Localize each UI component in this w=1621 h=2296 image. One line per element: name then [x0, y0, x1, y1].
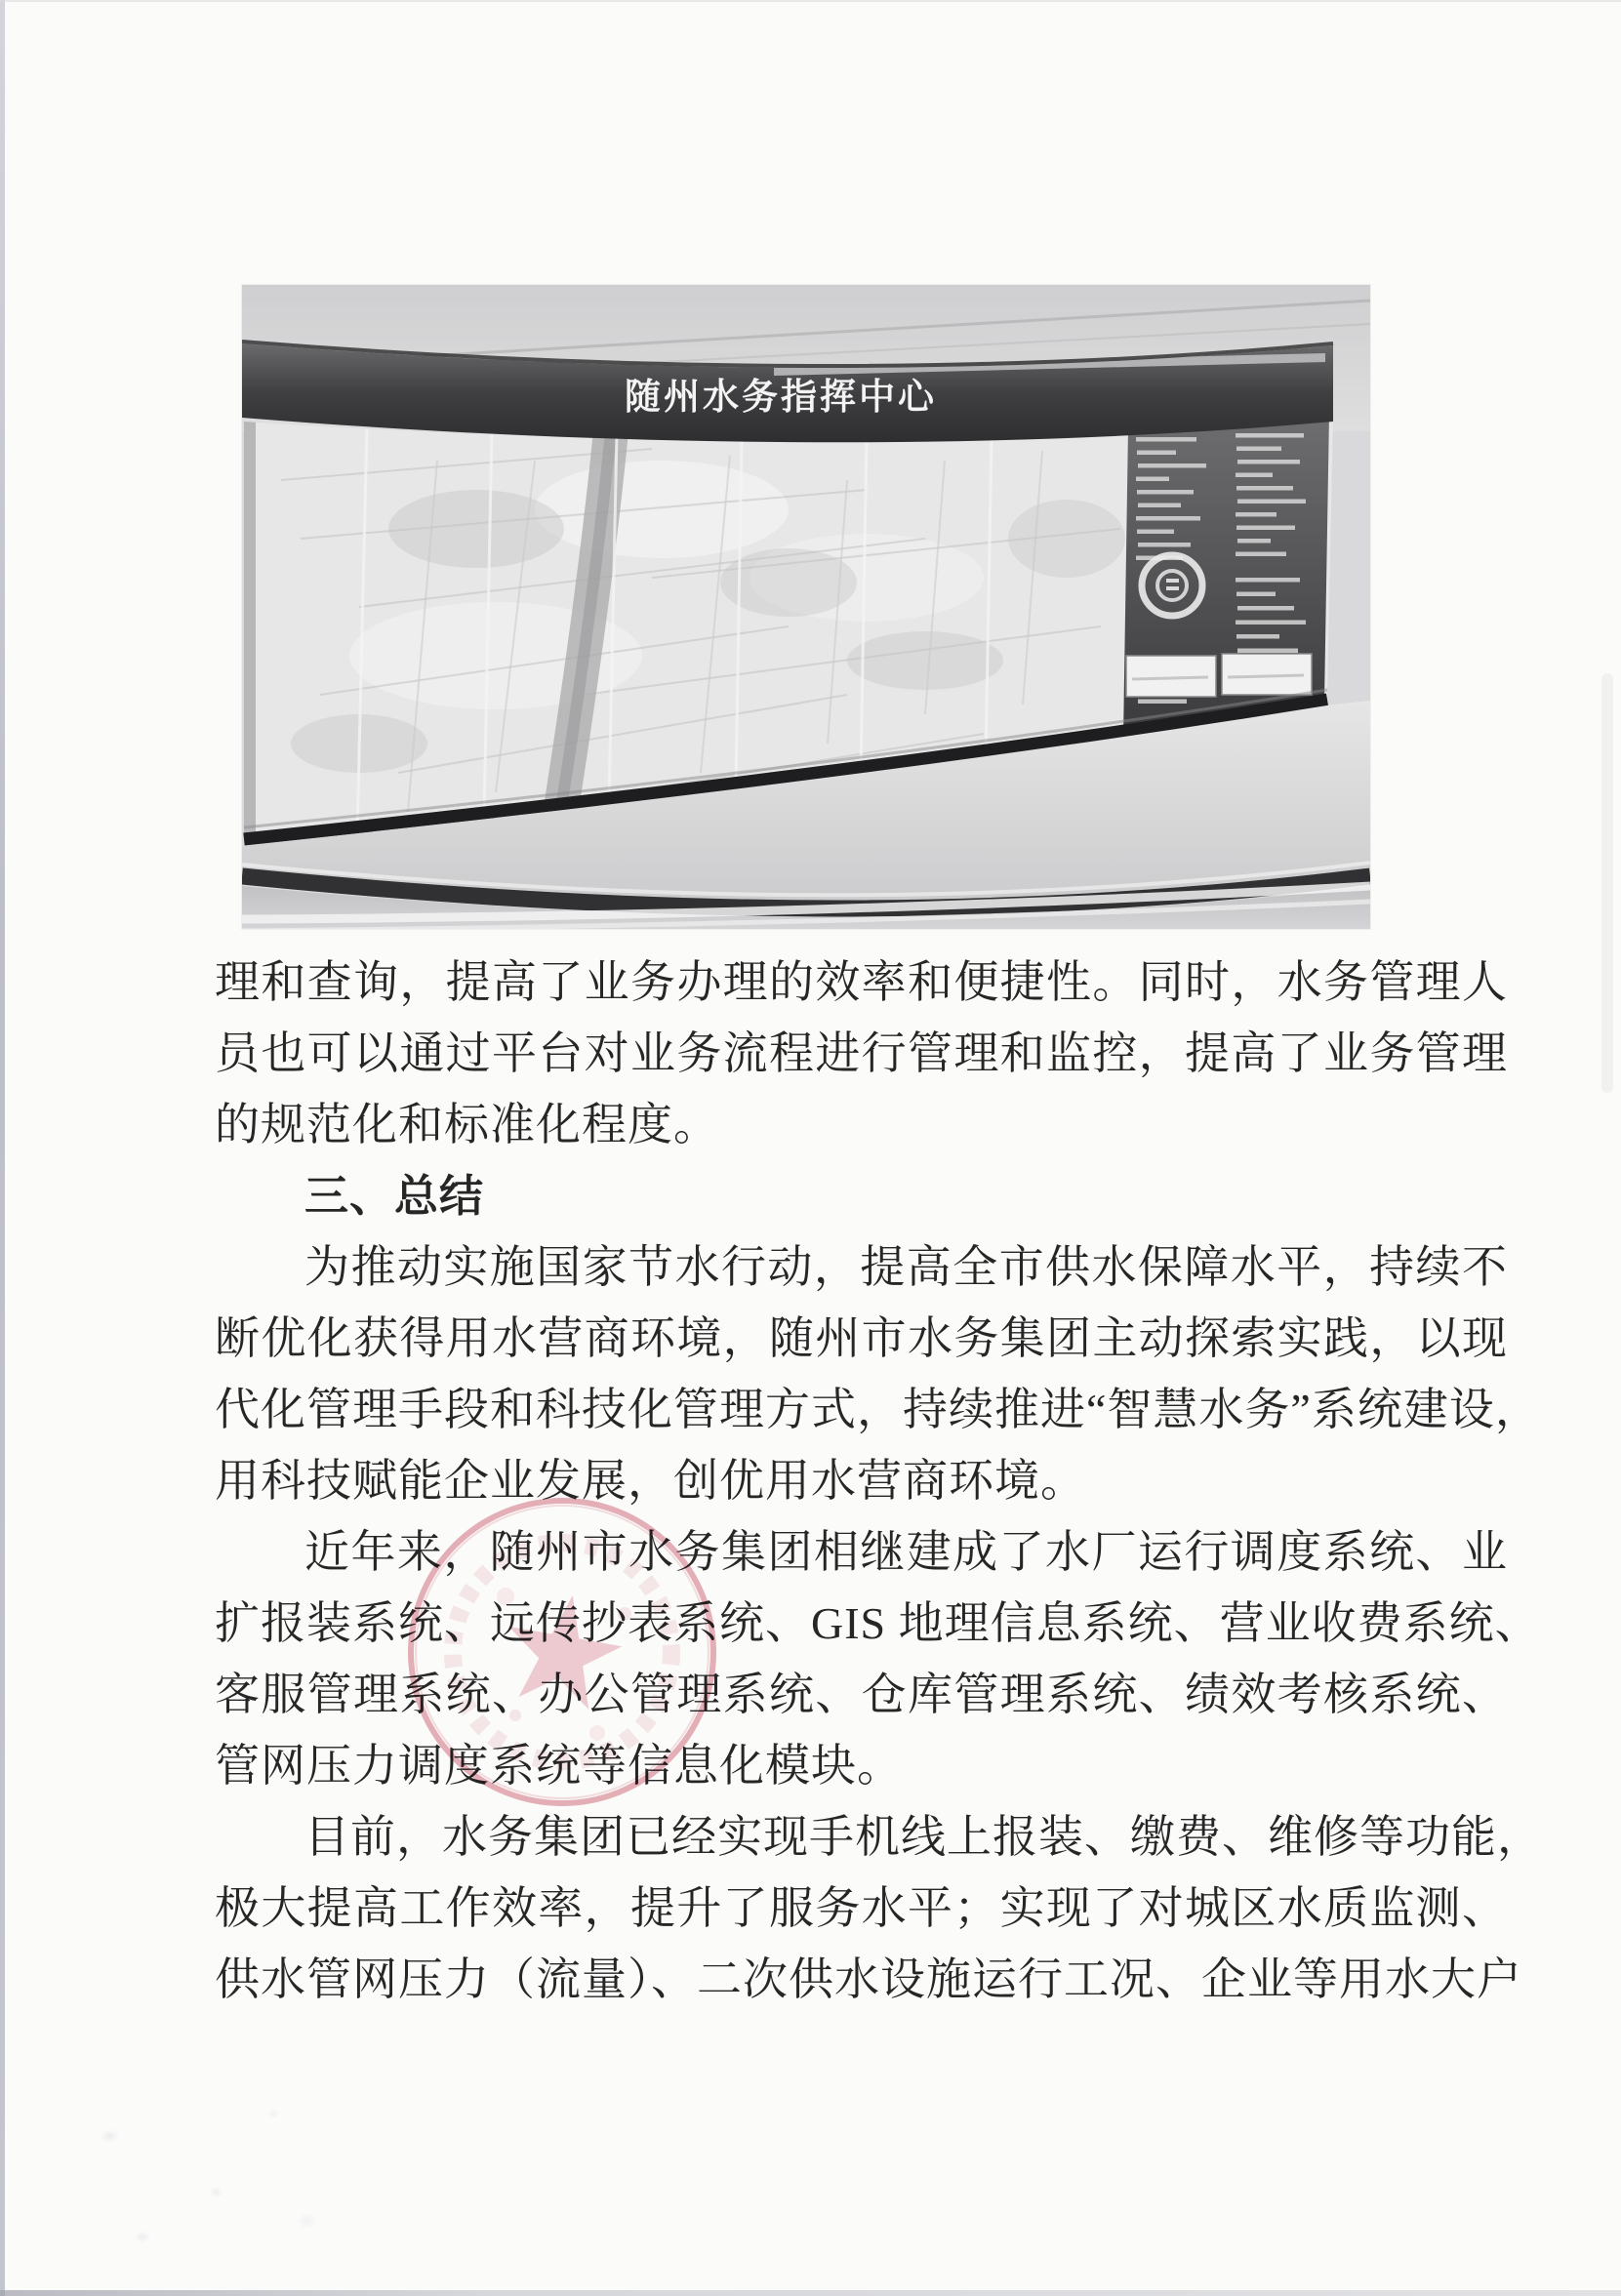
- scan-speckles: [20, 2069, 429, 2293]
- photo-graphic: [242, 285, 1370, 929]
- text-line-13: 目前，水务集团已经实现手机线上报装、缴费、维修等功能，: [304, 1812, 1543, 1862]
- text-line-9: 近年来，随州市水务集团相继建成了水厂运行调度系统、业: [304, 1527, 1508, 1577]
- text-line-7: 代化管理手段和科技化管理方式，持续推进“智慧水务”系统建设，: [215, 1385, 1541, 1434]
- command-center-photo: [242, 285, 1370, 929]
- text-line-12: 管网压力调度系统等信息化模块。: [215, 1741, 903, 1791]
- gauge-tick: [1166, 579, 1179, 583]
- text-line-1: 理和查询，提高了业务办理的效率和便捷性。同时，水务管理人: [215, 957, 1508, 1007]
- text-line-2: 员也可以通过平台对业务流程进行管理和监控，提高了业务管理: [215, 1028, 1508, 1078]
- text-line-10: 扩报装系统、远传抄表系统、GIS 地理信息系统、营业收费系统、: [215, 1598, 1541, 1648]
- screen-title: 随州水务指挥中心: [625, 377, 937, 417]
- document-body: [215, 947, 1543, 2015]
- scan-edge-left: [0, 0, 5, 2296]
- text-line-3: 的规范化和标准化程度。: [215, 1100, 719, 1149]
- gauge-tick-2: [1166, 586, 1179, 590]
- text-line-8: 用科技赋能企业发展，创优用水营商环境。: [215, 1456, 1086, 1506]
- text-line-6: 断优化获得用水营商环境，随州市水务集团主动探索实践，以现: [215, 1313, 1508, 1363]
- text-line-14: 极大提高工作效率，提升了服务水平；实现了对城区水质监测、: [215, 1883, 1508, 1933]
- text-line-11: 客服管理系统、办公管理系统、仓库管理系统、绩效考核系统、: [215, 1670, 1508, 1719]
- seal-star: [497, 1586, 629, 1713]
- scan-edge-top: [0, 0, 1621, 2]
- scan-streak: [1601, 673, 1613, 1093]
- text-line-5: 为推动实施国家节水行动，提高全市供水保障水平，持续不: [304, 1242, 1508, 1292]
- text-line-4: 三、总结: [304, 1171, 485, 1221]
- red-seal-stamp: [398, 1489, 726, 1817]
- seal-graphic: [398, 1489, 726, 1817]
- text-line-15: 供水管网压力（流量）、二次供水设施运行工况、企业等用水大户: [215, 1954, 1522, 2004]
